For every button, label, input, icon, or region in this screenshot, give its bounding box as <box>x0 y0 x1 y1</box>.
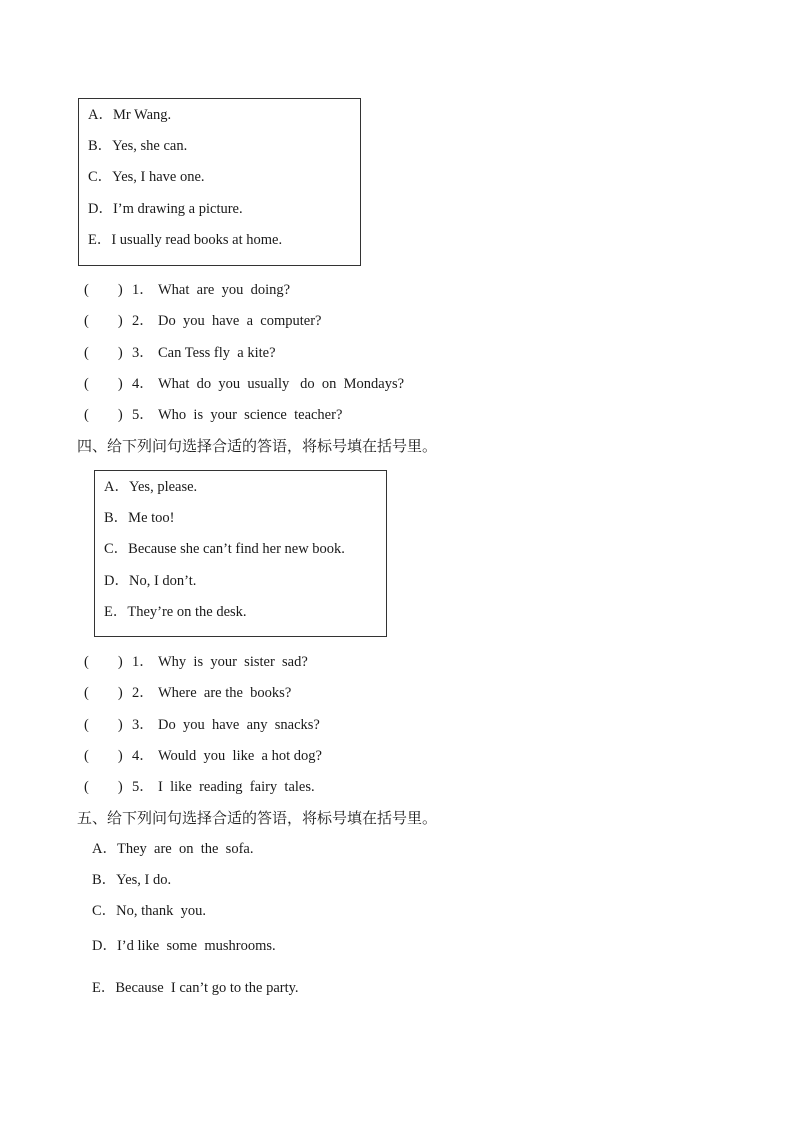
question-number: 4． <box>132 748 154 764</box>
section4-question-2 <box>84 684 291 702</box>
section3-option-a: A．Mr Wang. <box>88 107 172 123</box>
section5-heading: 五、给下列问句选择合适的答语，将标号填在括号里。 <box>77 809 438 827</box>
question-number: 3． <box>132 345 154 361</box>
question-text: Do you have a computer? <box>158 313 322 329</box>
question-text: Would you like a hot dog? <box>158 748 322 764</box>
section3-question-2 <box>84 312 321 330</box>
question-number: 1． <box>132 282 154 298</box>
section4-option-b: B．Me too! <box>104 510 175 526</box>
section3-option-c: C．Yes, I have one. <box>88 169 205 185</box>
section5-option-e: E．Because I can’t go to the party. <box>92 980 299 996</box>
question-text: Where are the books? <box>158 685 292 701</box>
section4-option-c: C．Because she can’t find her new book. <box>104 541 345 557</box>
section4-question-1 <box>84 653 308 671</box>
section4-question-3 <box>84 716 320 734</box>
section3-question-5 <box>84 406 342 424</box>
question-text: What are you doing? <box>158 282 291 298</box>
answer-paren[interactable]: ( ) <box>84 654 123 670</box>
question-text: What do you usually do on Mondays? <box>158 376 405 392</box>
question-text: Who is your science teacher? <box>158 407 343 423</box>
section3-question-1 <box>84 281 290 299</box>
question-number: 5． <box>132 779 154 795</box>
answer-paren[interactable]: ( ) <box>84 313 123 329</box>
answer-paren[interactable]: ( ) <box>84 748 123 764</box>
section5-option-a: A．They are on the sofa. <box>92 841 254 857</box>
section3-option-d: D．I’m drawing a picture. <box>88 201 243 217</box>
section4-question-5 <box>84 778 315 796</box>
answer-paren[interactable]: ( ) <box>84 407 123 423</box>
answer-paren[interactable]: ( ) <box>84 779 123 795</box>
section4-option-e: E．They’re on the desk. <box>104 604 247 620</box>
answer-paren[interactable]: ( ) <box>84 376 123 392</box>
answer-paren[interactable]: ( ) <box>84 685 123 701</box>
section5-option-b: B．Yes, I do. <box>92 872 172 888</box>
section3-question-3 <box>84 344 276 362</box>
question-text: Can Tess fly a kite? <box>158 345 276 361</box>
answer-paren[interactable]: ( ) <box>84 345 123 361</box>
question-text: I like reading fairy tales. <box>158 779 315 795</box>
section3-option-b: B．Yes, she can. <box>88 138 188 154</box>
question-number: 5． <box>132 407 154 423</box>
section3-question-4 <box>84 375 404 393</box>
answer-paren[interactable]: ( ) <box>84 717 123 733</box>
question-number: 1． <box>132 654 154 670</box>
question-number: 3． <box>132 717 154 733</box>
section4-option-a: A．Yes, please. <box>104 479 198 495</box>
section4-option-d: D．No, I don’t. <box>104 573 197 589</box>
section4-heading: 四、给下列问句选择合适的答语，将标号填在括号里。 <box>77 437 438 455</box>
section5-option-d: D．I’d like some mushrooms. <box>92 938 276 954</box>
answer-paren[interactable]: ( ) <box>84 282 123 298</box>
section3-option-e: E．I usually read books at home. <box>88 232 283 248</box>
question-number: 2． <box>132 313 154 329</box>
question-text: Why is your sister sad? <box>158 654 308 670</box>
section4-question-4 <box>84 747 322 765</box>
question-number: 4． <box>132 376 154 392</box>
question-text: Do you have any snacks? <box>158 717 320 733</box>
section5-option-c: C．No, thank you. <box>92 903 206 919</box>
question-number: 2． <box>132 685 154 701</box>
